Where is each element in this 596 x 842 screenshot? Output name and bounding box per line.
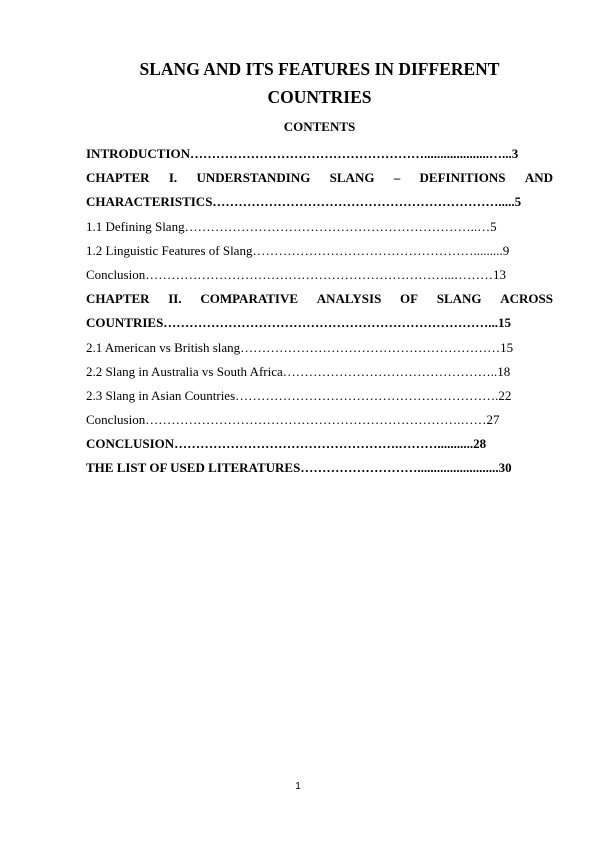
toc-word: II. [168,291,182,307]
title-line-2: COUNTRIES [267,87,372,107]
toc-word: ACROSS [500,291,553,307]
toc-entry-introduction: INTRODUCTION………………………………………………....................…...3 [86,146,519,161]
toc-word: I. [168,170,178,186]
toc-word: DEFINITIONS [419,170,506,186]
toc-entry-1-1: 1.1 Defining Slang…………………………………………………………..…5 [86,218,497,234]
toc-entry-chapter-1-line-2: CHARACTERISTICS………………………………………………………….....5 [86,194,522,210]
toc-word: SLANG [329,170,375,186]
toc-word: COMPARATIVE [200,291,299,307]
title-line-1: SLANG AND ITS FEATURES IN DIFFERENT [139,59,500,79]
toc-word: OF [400,291,419,307]
toc-word: CHAPTER [86,291,150,307]
toc-word: UNDERSTANDING [196,170,311,186]
toc-entry-conclusion: CONCLUSION…………………………………………….………...........28 [86,436,487,452]
toc-word: ANALYSIS [316,291,382,307]
document-title [86,55,553,111]
toc-entry-chapter-2-line-1 [86,287,553,311]
toc-entry-2-3: 2.3 Slang in Asian Countries…………………………………………………….22 [86,387,512,403]
toc-entry-literature: THE LIST OF USED LITERATURES……………………….........................30 [86,460,512,476]
toc-word: CHAPTER [86,170,150,186]
toc-word: SLANG [436,291,482,307]
toc-entry-1-2: 1.2 Linguistic Features of Slang…………………………………………….........9 [86,242,510,258]
toc-entry-2-2: 2.2 Slang in Australia vs South Africa…………………………………………..18 [86,363,511,379]
table-of-contents [86,142,553,481]
toc-word: – [393,170,401,186]
toc-entry-conclusion-2: Conclusion……………………………………………………………….……27 [86,412,500,428]
toc-entry-chapter-2-line-2: COUNTRIES…………………………………………………………………...15 [86,315,512,331]
toc-entry-conclusion-1: Conclusion……………………………………………………………...………13 [86,266,506,282]
toc-entry-chapter-1-line-1 [86,166,553,190]
contents-heading: CONTENTS [283,119,356,134]
page-number: 1 [295,781,301,792]
toc-entry-2-1: 2.1 American vs British slang……………………………………………………15 [86,339,514,355]
toc-word: AND [524,170,553,186]
